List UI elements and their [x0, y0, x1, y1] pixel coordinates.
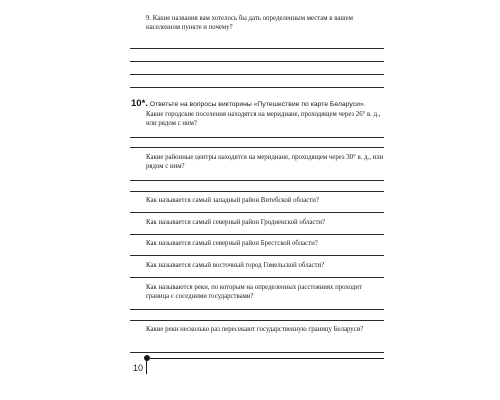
answer-line[interactable] — [130, 309, 384, 310]
answer-line[interactable] — [130, 212, 384, 213]
task-intro: Ответьте на вопросы викторины «Путешествие по карте Беларуси». — [149, 101, 366, 108]
footer-divider — [146, 358, 147, 374]
answer-line[interactable] — [130, 191, 384, 192]
task-10-header — [131, 99, 386, 109]
answer-line[interactable] — [130, 320, 384, 321]
answer-line[interactable] — [130, 277, 384, 278]
answer-line[interactable] — [130, 48, 384, 49]
quiz-question: Как называется самый северный район Брестской области? — [146, 240, 318, 247]
page-number: 10 — [133, 363, 144, 373]
answer-line[interactable] — [130, 61, 384, 62]
answer-line[interactable] — [130, 137, 384, 138]
quiz-question: Как называется самый северный район Гродненской области? — [146, 219, 326, 226]
footer-rule — [150, 358, 384, 359]
question-9: 9. Какие названия вам хотелось бы дать определенным местам в вашем населенном пункте и почему? — [146, 15, 353, 32]
quiz-question: Как называется самый восточный город Гомельской области? — [146, 262, 325, 269]
quiz-question: Как называется самый западный район Витебской области? — [146, 197, 319, 204]
quiz-question: Какие реки несколько раз пересекают государственную границу Беларуси? — [146, 326, 364, 333]
answer-line[interactable] — [130, 352, 384, 353]
task-number: 10*. — [131, 98, 148, 109]
answer-line[interactable] — [130, 180, 384, 181]
quiz-question: Какие городские поселения находятся на меридиане, проходящем через 26° в. д., или рядом с ним? — [146, 111, 381, 128]
answer-line[interactable] — [130, 87, 384, 88]
answer-line[interactable] — [130, 74, 384, 75]
quiz-question: Какие районные центры находятся на меридиане, проходящем через 30° в. д., или рядом с ним? — [146, 154, 384, 171]
quiz-question: Как называются реки, по которым на определенных расстояниях проходит граница с соседними государствами? — [146, 284, 362, 301]
answer-line[interactable] — [130, 147, 384, 148]
answer-line[interactable] — [130, 234, 384, 235]
answer-line[interactable] — [130, 255, 384, 256]
